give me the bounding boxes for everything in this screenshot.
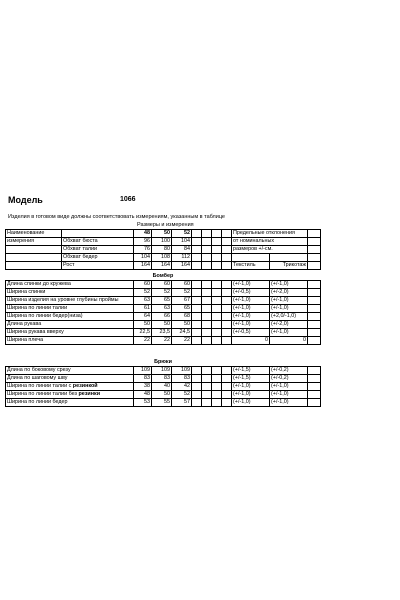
knit-tolerance: (+/-2,0) — [270, 289, 308, 297]
row-label-text: Ширина по линии талии без — [7, 391, 79, 398]
textile-tolerance: (+/-1,0) — [232, 383, 270, 391]
model-label: Модель — [8, 195, 43, 205]
cell: 66 — [152, 313, 172, 321]
cell: 100 — [152, 238, 172, 246]
header-row-label: Обхват талии — [62, 246, 134, 254]
tolerance-header-1: Предельные отклонения — [232, 230, 308, 238]
knit-tolerance: (+2,0/-1,0) — [270, 313, 308, 321]
textile-tolerance: (+/-1,0) — [232, 399, 270, 407]
cell: 24,5 — [172, 329, 192, 337]
textile-header: Текстиль — [232, 262, 270, 270]
textile-tolerance: (+/-0,5) — [232, 329, 270, 337]
textile-tolerance: 0 — [232, 337, 270, 345]
cell: 164 — [152, 262, 172, 270]
cell: 42 — [172, 383, 192, 391]
textile-tolerance: (+/-1,0) — [232, 297, 270, 305]
cell: 50 — [172, 321, 192, 329]
cell: 48 — [134, 391, 152, 399]
cell: 80 — [152, 246, 172, 254]
knit-tolerance: (+/-1,0) — [270, 399, 308, 407]
textile-tolerance: (+/-1,5) — [232, 375, 270, 383]
cell: 52 — [172, 289, 192, 297]
tolerance-header-3: размеров +/-см. — [232, 246, 308, 254]
cell: 68 — [172, 313, 192, 321]
trousers-table — [5, 359, 321, 407]
name-col-header: Наименование — [6, 230, 62, 238]
knit-tolerance: (+/-1,0) — [270, 383, 308, 391]
row-label: Ширина плеча — [6, 337, 134, 345]
title-row — [8, 195, 392, 209]
cell: 65 — [152, 297, 172, 305]
cell: 112 — [172, 254, 192, 262]
cell: 22 — [152, 337, 172, 345]
intro-text: Изделия в готовом виде должны соответствовать измерениям, указанным в таблице — [8, 214, 225, 220]
cell: 67 — [172, 297, 192, 305]
section-title: Брюки — [154, 359, 172, 366]
header-table — [5, 229, 321, 270]
cell: 50 — [134, 321, 152, 329]
row-label: Длина по боковому срезу — [6, 367, 134, 375]
cell: 61 — [134, 305, 152, 313]
cell: 50 — [152, 391, 172, 399]
model-number: 1066 — [120, 196, 136, 203]
knit-tolerance: (+/-0,2) — [270, 367, 308, 375]
cell: 60 — [134, 281, 152, 289]
cell: 38 — [134, 383, 152, 391]
row-label: Ширина по линии бедер(низа) — [6, 313, 134, 321]
cell: 55 — [152, 399, 172, 407]
cell: 52 — [152, 289, 172, 297]
knit-tolerance: (+/-1,0) — [270, 281, 308, 289]
cell: 22,5 — [134, 329, 152, 337]
cell: 57 — [172, 399, 192, 407]
knit-tolerance: (+/-1,0) — [270, 305, 308, 313]
row-label-bold: резинки — [78, 391, 101, 398]
bomber-table — [5, 273, 321, 345]
row-label-text: Ширина по линии талии с — [7, 383, 73, 390]
header-row-label: Рост — [62, 262, 134, 270]
cell: 83 — [172, 375, 192, 383]
textile-tolerance: (+/-1,0) — [232, 281, 270, 289]
row-label: Длина рукава — [6, 321, 134, 329]
row-label: Длина по шаговому шву — [6, 375, 134, 383]
cell: 52 — [134, 289, 152, 297]
row-label: Ширина спинки — [6, 289, 134, 297]
cell: 63 — [134, 297, 152, 305]
row-label: Ширина по линии бедер — [6, 399, 134, 407]
cell: 164 — [172, 262, 192, 270]
cell: 164 — [134, 262, 152, 270]
cell: 60 — [152, 281, 172, 289]
cell: 63 — [152, 305, 172, 313]
row-label — [6, 383, 134, 391]
section-title: Бомбер — [152, 273, 174, 280]
cell: 22 — [134, 337, 152, 345]
knit-tolerance: (+/-1,0) — [270, 297, 308, 305]
row-label: Ширина по линии талии — [6, 305, 134, 313]
row-label — [6, 297, 134, 305]
cell: 109 — [172, 367, 192, 375]
row-label: Ширина рукава вверху — [6, 329, 134, 337]
size-48: 48 — [134, 230, 152, 238]
size-50: 50 — [152, 230, 172, 238]
sizes-caption-text: Размеры и измерения — [137, 222, 194, 228]
cell: 40 — [152, 383, 172, 391]
size-52: 52 — [172, 230, 192, 238]
cell: 76 — [134, 246, 152, 254]
cell: 60 — [172, 281, 192, 289]
knit-tolerance: (+/-1,0) — [270, 329, 308, 337]
header-row-label: Обхват бюста — [62, 238, 134, 246]
cell: 104 — [172, 238, 192, 246]
cell: 52 — [172, 391, 192, 399]
header-row-label: Обхват бедер — [62, 254, 134, 262]
row-label: Длина спинки до кружева — [6, 281, 134, 289]
textile-tolerance: (+/-1,0) — [232, 313, 270, 321]
row-label-bold: резинкой — [72, 383, 98, 390]
textile-tolerance: (+/-1,0) — [232, 321, 270, 329]
cell: 96 — [134, 238, 152, 246]
textile-tolerance: (+/-1,5) — [232, 367, 270, 375]
row-label — [6, 391, 134, 399]
knit-tolerance: 0 — [270, 337, 308, 345]
cell: 108 — [152, 254, 172, 262]
cell: 23,5 — [152, 329, 172, 337]
cell: 50 — [152, 321, 172, 329]
cell: 22 — [172, 337, 192, 345]
knit-tolerance: (+/-0,2) — [270, 375, 308, 383]
cell: 104 — [134, 254, 152, 262]
cell: 53 — [134, 399, 152, 407]
knit-header: Трикотаж — [270, 262, 308, 270]
cell: 83 — [152, 375, 172, 383]
row-label-text: Ширина изделия на уровне глубины проймы — [7, 297, 119, 304]
cell: 84 — [172, 246, 192, 254]
knit-tolerance: (+/-1,0) — [270, 391, 308, 399]
knit-tolerance: (+/-2,0) — [270, 321, 308, 329]
cell: 109 — [134, 367, 152, 375]
textile-tolerance: (+/-1,0) — [232, 391, 270, 399]
cell: 109 — [152, 367, 172, 375]
textile-tolerance: (+/-0,5) — [232, 289, 270, 297]
textile-tolerance: (+/-1,0) — [232, 305, 270, 313]
cell: 83 — [134, 375, 152, 383]
cell: 64 — [134, 313, 152, 321]
tolerance-header-2: от номинальных — [232, 238, 308, 246]
name-col-header-2: измерения — [6, 238, 62, 246]
cell: 65 — [172, 305, 192, 313]
